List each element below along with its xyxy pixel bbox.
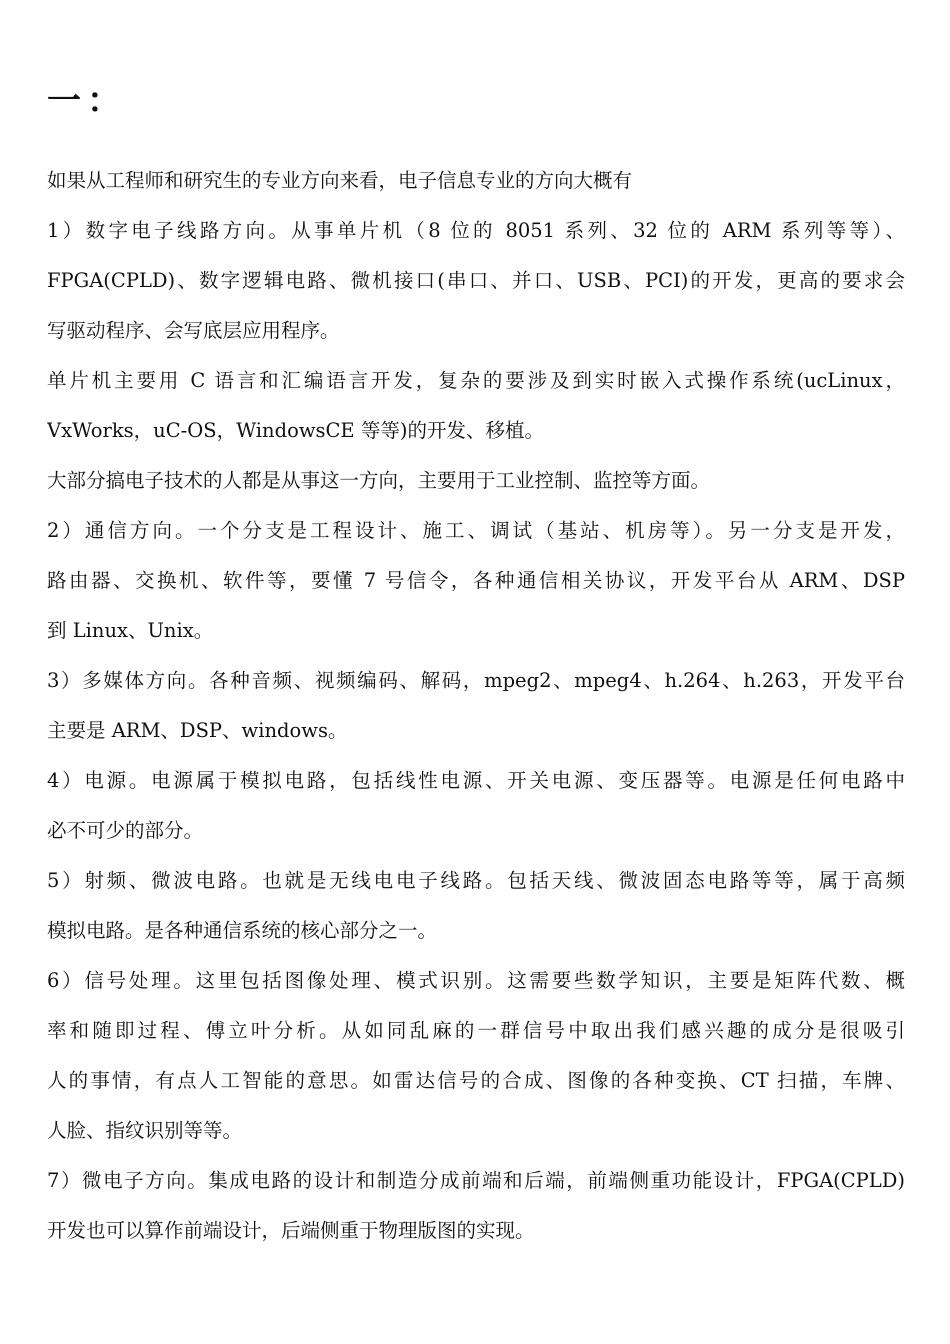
text-line: 5）射频、微波电路。也就是无线电电子线路。包括天线、微波固态电路等等，属于高频 [47, 869, 905, 892]
text-line: 写驱动程序、会写底层应用程序。 [47, 319, 340, 342]
text-line: 大部分搞电子技术的人都是从事这一方向，主要用于工业控制、监控等方面。 [47, 469, 711, 492]
text-line: 主要是 ARM、DSP、windows。 [47, 719, 348, 742]
text-line: 2）通信方向。一个分支是工程设计、施工、调试（基站、机房等）。另一分支是开发， [47, 519, 905, 542]
text-line: 模拟电路。是各种通信系统的核心部分之一。 [47, 919, 438, 942]
text-line: 率和随即过程、傅立叶分析。从如同乱麻的一群信号中取出我们感兴趣的成分是很吸引 [47, 1019, 905, 1042]
section-heading: 一： [47, 81, 127, 121]
text-line: FPGA(CPLD)、数字逻辑电路、微机接口(串口、并口、USB、PCI)的开发，更高的要求会 [47, 269, 905, 292]
text-line: 1）数字电子线路方向。从事单片机（8 位的 8051 系列、32 位的 ARM 系列等等）、 [47, 219, 905, 242]
text-line: 开发也可以算作前端设计，后端侧重于物理版图的实现。 [47, 1219, 535, 1242]
text-line: 6）信号处理。这里包括图像处理、模式识别。这需要些数学知识，主要是矩阵代数、概 [47, 969, 905, 992]
text-line: VxWorks，uC-OS，WindowsCE 等等)的开发、移植。 [47, 419, 544, 442]
text-line: 单片机主要用 C 语言和汇编语言开发，复杂的要涉及到实时嵌入式操作系统(ucLinux， [47, 369, 905, 392]
text-line: 人脸、指纹识别等等。 [47, 1119, 243, 1142]
text-line: 3）多媒体方向。各种音频、视频编码、解码，mpeg2、mpeg4、h.264、h.263，开发平台 [47, 669, 905, 692]
text-line: 必不可少的部分。 [47, 819, 204, 842]
text-line: 路由器、交换机、软件等，要懂 7 号信令，各种通信相关协议，开发平台从 ARM、DSP [47, 569, 905, 592]
text-line: 人的事情，有点人工智能的意思。如雷达信号的合成、图像的各种变换、CT 扫描，车牌、 [47, 1069, 905, 1092]
text-line: 7）微电子方向。集成电路的设计和制造分成前端和后端，前端侧重功能设计，FPGA(CPLD) [47, 1169, 905, 1192]
text-line: 4）电源。电源属于模拟电路，包括线性电源、开关电源、变压器等。电源是任何电路中 [47, 769, 905, 792]
text-line: 到 Linux、Unix。 [47, 619, 214, 642]
text-line: 如果从工程师和研究生的专业方向来看，电子信息专业的方向大概有 [47, 169, 633, 192]
body-text [47, 156, 905, 1256]
